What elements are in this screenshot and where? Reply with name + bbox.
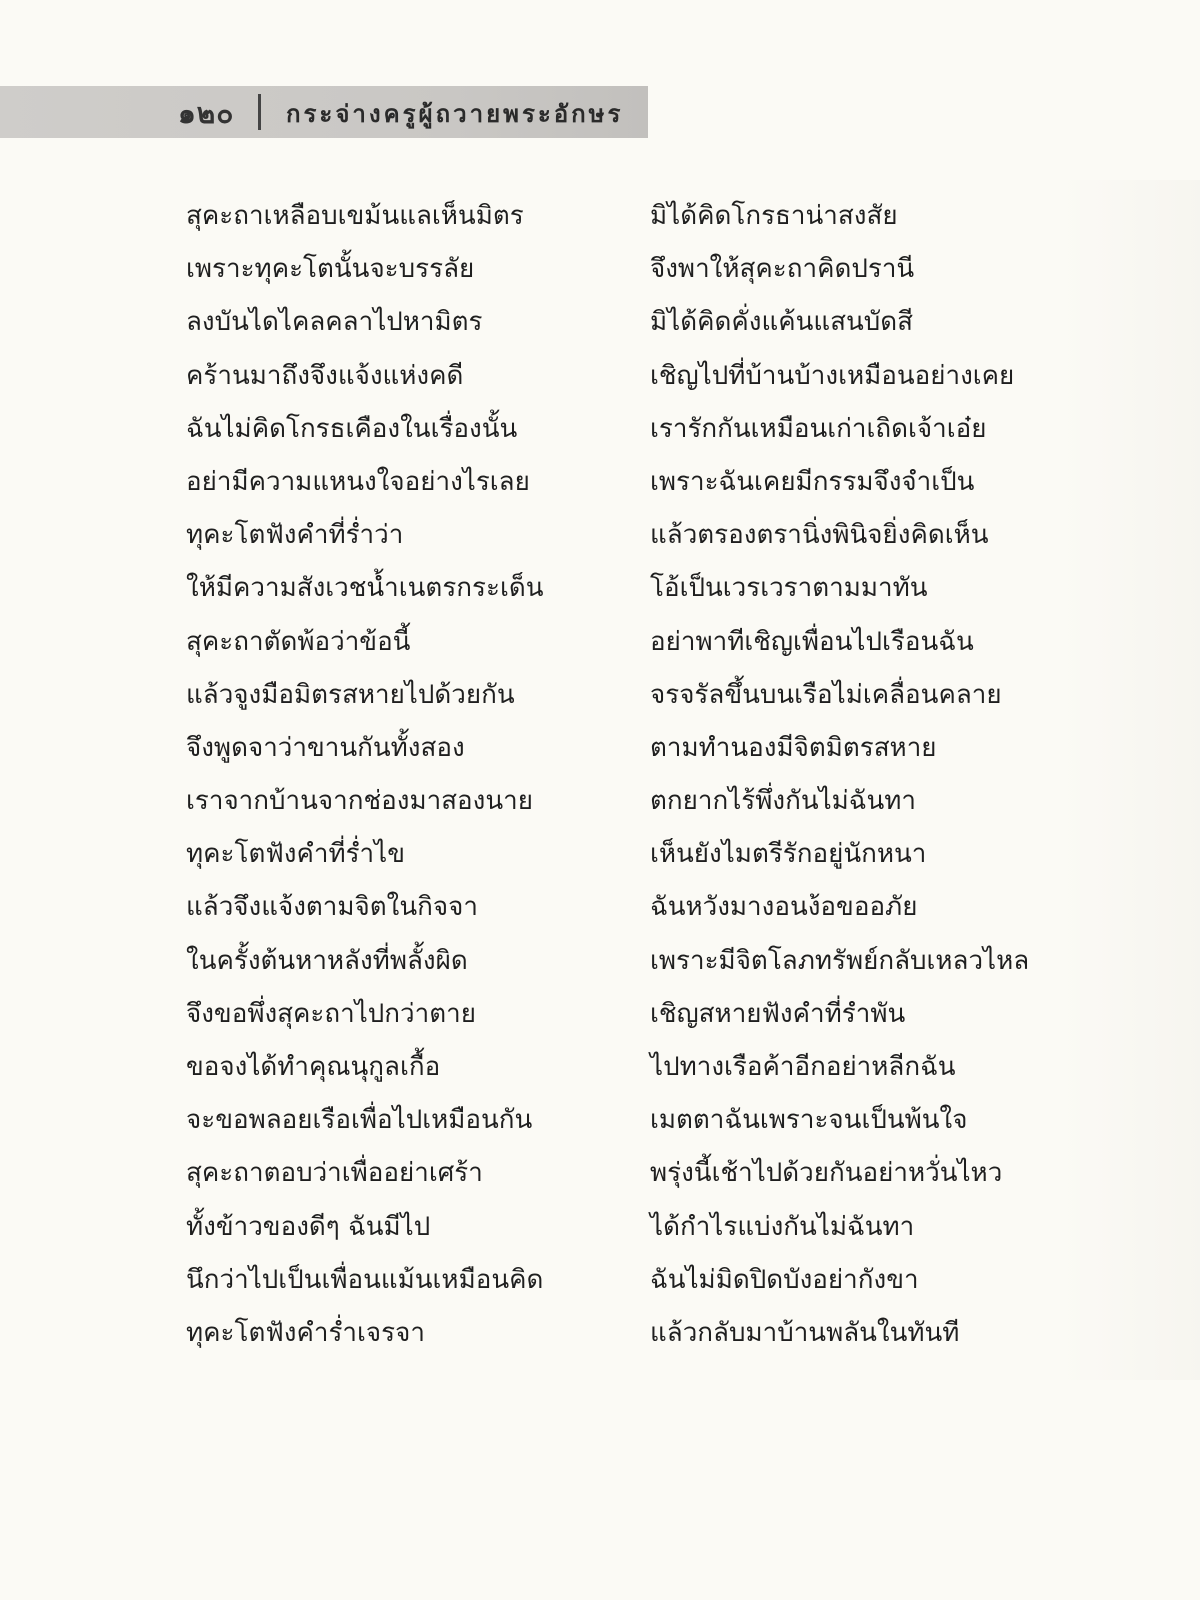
poem-line: ฉันไม่มิดปิดบังอย่ากังขา	[650, 1264, 919, 1295]
poem-line: สุคะถาตัดพ้อว่าข้อนี้	[186, 626, 411, 657]
poem-line: นึกว่าไปเป็นเพื่อนแม้นเหมือนคิด	[186, 1264, 544, 1295]
poem-line: โอ้เป็นเวรเวราตามมาทัน	[650, 573, 928, 604]
poem-line: เพราะมีจิตโลภทรัพย์กลับเหลวไหล	[650, 945, 1030, 976]
header-divider	[258, 94, 261, 130]
poem-line: จรจรัลขึ้นบนเรือไม่เคลื่อนคลาย	[650, 679, 1002, 710]
poem-line: ฉันหวังมางอนง้อขออภัย	[650, 892, 918, 923]
poem-line: จึงพาให้สุคะถาคิดปรานี	[650, 254, 915, 285]
poem-line: ฉันไม่คิดโกรธเคืองในเรื่องนั้น	[186, 413, 518, 444]
poem-line: เชิญสหายฟังคำที่รำพัน	[650, 998, 906, 1029]
poem-line: จึงพูดจาว่าขานกันทั้งสอง	[186, 732, 465, 763]
poem-line: อย่ามีความแหนงใจอย่างไรเลย	[186, 466, 530, 497]
poem-line: สุคะถาตอบว่าเพื่ออย่าเศร้า	[186, 1158, 483, 1189]
poem-left-column	[186, 190, 544, 1360]
poem-line: ทุคะโตฟังคำที่ร่ำว่า	[186, 520, 404, 551]
poem-line: อย่าพาทีเชิญเพื่อนไปเรือนฉัน	[650, 626, 974, 657]
poem-line: เราจากบ้านจากช่องมาสองนาย	[186, 786, 533, 817]
poem-line: ให้มีความสังเวชน้ำเนตรกระเด็น	[186, 573, 544, 604]
poem-line: เพราะทุคะโตนั้นจะบรรลัย	[186, 254, 475, 285]
poem-line: เชิญไปที่บ้านบ้างเหมือนอย่างเคย	[650, 360, 1015, 391]
book-title: กระจ่างครูผู้ถวายพระอักษร	[286, 100, 624, 128]
poem-line: ทุคะโตฟังคำที่ร่ำไข	[186, 839, 405, 870]
poem-line: มิได้คิดโกรธาน่าสงสัย	[650, 201, 898, 231]
poem-line: ขอจงได้ทำคุณนุกูลเกื้อ	[186, 1052, 441, 1082]
poem-line: แล้วจึงแจ้งตามจิตในกิจจา	[186, 892, 478, 923]
poem-line: ทุคะโตฟังคำร่ำเจรจา	[186, 1317, 425, 1348]
page-number: ๑๒๐	[178, 97, 235, 130]
poem-right-column	[650, 190, 1029, 1360]
poem-line: สุคะถาเหลือบเขม้นแลเห็นมิตร	[186, 201, 524, 231]
poem-line: เห็นยังไมตรีรักอยู่นักหนา	[650, 839, 927, 870]
poem-line: ทั้งข้าวของดีๆ ฉันมีไป	[186, 1211, 431, 1242]
poem-line: แล้วตรองตรานิ่งพินิจยิ่งคิดเห็น	[650, 520, 989, 551]
poem-line: แล้วกลับมาบ้านพลันในทันที	[650, 1317, 960, 1348]
poem-line: ในครั้งต้นหาหลังที่พลั้งผิด	[186, 945, 468, 976]
poem-line: จึงขอพึ่งสุคะถาไปกว่าตาย	[186, 998, 476, 1029]
poem-line: เมตตาฉันเพราะจนเป็นพ้นใจ	[650, 1105, 968, 1136]
poem-line: มิได้คิดคั่งแค้นแสนบัดสี	[650, 307, 914, 338]
page-bleed-through	[1060, 180, 1200, 1380]
poem-line: เพราะฉันเคยมีกรรมจึงจำเป็น	[650, 466, 975, 497]
poem-line: ลงบันไดไคลคลาไปหามิตร	[186, 307, 483, 338]
poem-line: คร้านมาถึงจึงแจ้งแห่งคดี	[186, 360, 464, 391]
poem-line: ได้กำไรแบ่งกันไม่ฉันทา	[650, 1211, 915, 1242]
poem-line: ไปทางเรือค้าอีกอย่าหลีกฉัน	[650, 1052, 956, 1082]
poem-line: แล้วจูงมือมิตรสหายไปด้วยกัน	[186, 679, 515, 710]
poem-line: ตกยากไร้พึ่งกันไม่ฉันทา	[650, 786, 917, 817]
poem-line: ตามทำนองมีจิตมิตรสหาย	[650, 732, 937, 763]
poem-line: จะขอพลอยเรือเพื่อไปเหมือนกัน	[186, 1105, 533, 1136]
poem-line: เรารักกันเหมือนเก่าเถิดเจ้าเอ๋ย	[650, 413, 987, 444]
poem-line: พรุ่งนี้เช้าไปด้วยกันอย่าหวั่นไหว	[650, 1158, 1003, 1189]
